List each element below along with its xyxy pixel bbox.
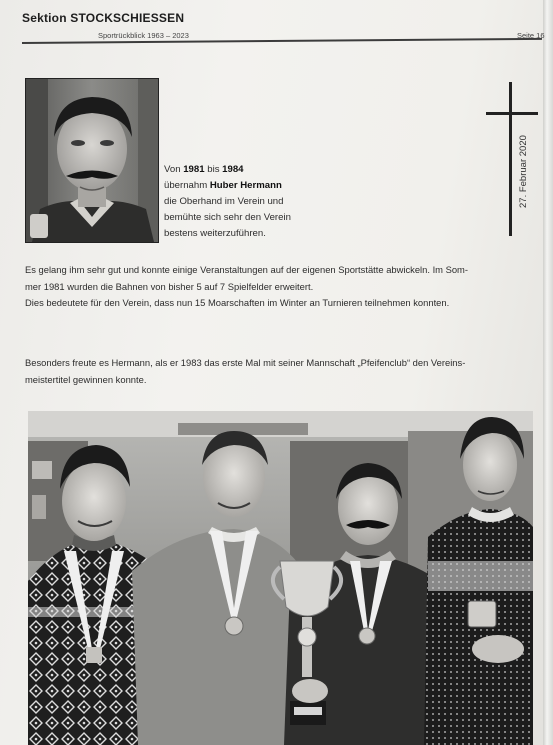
subtitle: Sportrückblick 1963 – 2023 (98, 31, 189, 40)
intro-line-1: Von 1981 bis 1984 (164, 164, 244, 175)
intro-text (164, 162, 354, 242)
year-start: 1981 (183, 164, 205, 175)
intro-line-2: übernahm Huber Hermann (164, 180, 282, 191)
intro-line-4: bemühte sich sehr den Verein (164, 212, 291, 223)
team-photo (28, 411, 533, 745)
paragraph-1-line-1: Es gelang ihm sehr gut und konnte einige Veranstaltungen auf der eigenen Sportstätte abwickeln. Im Som- (25, 264, 468, 275)
cross-horizontal (486, 112, 538, 115)
paragraph-1-line-2: mer 1981 wurden die Bahnen von bisher 5 auf 7 Spielfelder erweitert. (25, 280, 314, 292)
intro-line-5: bestens weiterzuführen. (164, 228, 266, 239)
page-edge (543, 0, 553, 745)
paragraph-1-line-3: Dies bedeutete für den Verein, dass nun 15 Moarschaften im Winter an Turnieren teilnehmen konnten. (25, 297, 450, 308)
intro-line-3: die Oberhand im Verein und (164, 196, 284, 207)
page-number: Seite 16 (517, 31, 545, 40)
year-end: 1984 (222, 164, 244, 175)
portrait-photo (25, 78, 159, 243)
section-title: Sektion STOCKSCHIESSEN (22, 11, 185, 25)
team-photo-graphic (28, 411, 533, 745)
person-name: Huber Hermann (209, 180, 282, 191)
paragraph-2 (25, 355, 530, 388)
cross-icon (486, 82, 538, 238)
paragraph-2-line-1: Besonders freute es Hermann, als er 1983 das erste Mal mit seiner Mannschaft „Pfeifenclub“ den Vereins- (25, 357, 466, 368)
cross-vertical (509, 82, 512, 236)
memorial-date: 27. Februar 2020 (518, 135, 529, 208)
paragraph-1 (25, 262, 530, 312)
paragraph-2-line-2: meistertitel gewinnen konnte. (25, 373, 147, 385)
portrait-photo-graphic (26, 79, 158, 242)
